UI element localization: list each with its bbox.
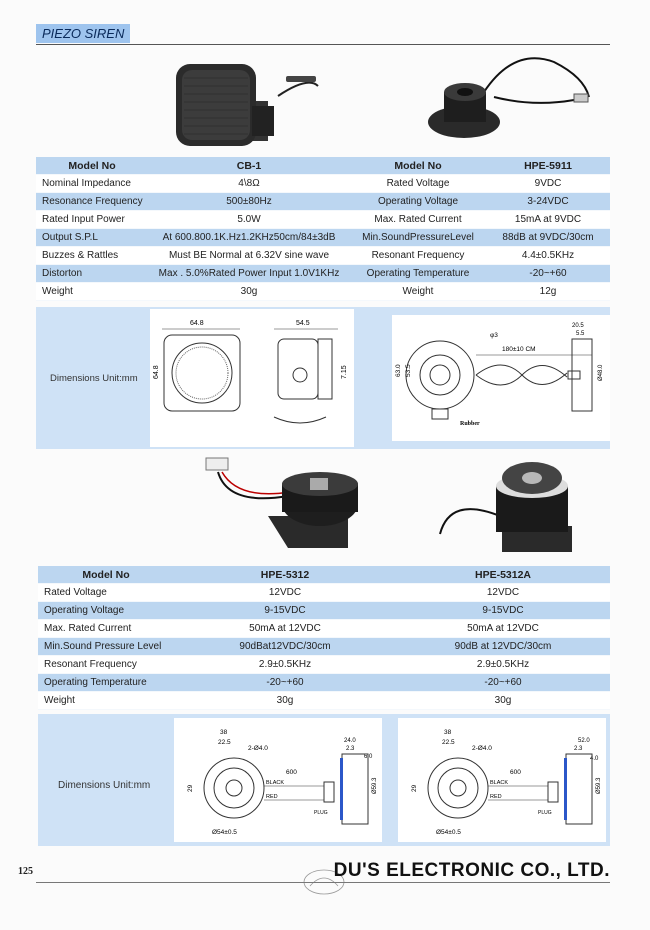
spec-table-top [36,157,610,301]
dim-5312-side-b: 2.3 [346,746,355,752]
row-value: 30g [148,283,350,301]
table-row [36,211,610,229]
table-row [36,283,610,301]
section-title: PIEZO SIREN [36,24,130,43]
dim-5312-side-dia: Ø59.3 [372,777,378,794]
dim-5312a-side-dia: Ø59.3 [596,777,602,794]
dim-5911-side-a: 20.5 [572,323,584,329]
dim-5312-black: BLACK [266,780,285,786]
hpe5312-photo [198,456,368,556]
table-row [38,692,610,710]
table-row [38,674,610,692]
hpe5911-photo [424,52,604,152]
hpe5312a-drawing [398,718,606,842]
row-label: Resonant Frequency [38,656,174,674]
row-value-b: 90dB at 12VDC/30cm [396,638,610,656]
row-value-a: 90dBat12VDC/30cm [174,638,396,656]
dim-5312-38: 38 [220,729,228,736]
dim-5911-wire: 180±10 CM [502,346,536,353]
row-value-b: -20~+60 [396,674,610,692]
dim-5911-side-b: 5.5 [576,331,585,337]
row-value-b: 12VDC [396,584,610,602]
page-number: 125 [18,866,33,877]
dimensions-label: Dimensions Unit:mm [58,780,151,791]
row-value: 5.0W [148,211,350,229]
spec-table-bottom [38,566,610,710]
row-value-a: 30g [174,692,396,710]
dimensions-panel-top [36,307,610,449]
row-label: Rated Voltage [350,175,486,193]
company-name: DU'S ELECTRONIC CO., LTD. [333,860,610,881]
row-value-a: 50mA at 12VDC [174,620,396,638]
row-label: Resonant Frequency [350,247,486,265]
row-value-b: 9-15VDC [396,602,610,620]
table-row [36,229,610,247]
dim-5312a-dia: Ø54±0.5 [436,829,461,836]
dim-5312a-red: RED [490,794,502,800]
dim-5911-rubber: Rubber [460,421,480,427]
row-label: Weight [350,283,486,301]
row-label: Rated Input Power [36,211,148,229]
row-label: Output S.P.L [36,229,148,247]
dim-5312-side-a: 24.0 [344,738,356,744]
dim-5312-22: 22.5 [218,739,231,746]
table-row [36,247,610,265]
row-value: 88dB at 9VDC/30cm [486,229,610,247]
row-value: 500±80Hz [148,193,350,211]
row-value: 4\8Ω [148,175,350,193]
dim-cb1-side: 7.15 [341,365,348,379]
row-value-b: 50mA at 12VDC [396,620,610,638]
col-model-right: Model No [350,157,486,175]
model-hpe5312: HPE-5312 [174,566,396,584]
row-label: Weight [36,283,148,301]
row-value: Must BE Normal at 6.32V sine wave [148,247,350,265]
cb1-photo [168,56,328,156]
table-row [36,175,610,193]
dim-cb1-depth: 54.5 [296,320,310,327]
row-label: Operating Voltage [350,193,486,211]
dim-5312-dia: Ø54±0.5 [212,829,237,836]
dim-5312-wire: 600 [286,769,297,776]
dim-5312a-wire: 600 [510,769,521,776]
dim-5911-side-dia: Ø48.0 [598,364,604,381]
dim-5312a-hole: 2-Ø4.0 [472,745,492,752]
dim-5312a-38: 38 [444,729,452,736]
row-label: Min.SoundPressureLevel [350,229,486,247]
table-row [38,602,610,620]
row-label: Operating Voltage [38,602,174,620]
model-cb1: CB-1 [148,157,350,175]
table-row [38,620,610,638]
table-header-row [38,566,610,584]
row-value: 9VDC [486,175,610,193]
row-value: 3-24VDC [486,193,610,211]
dimensions-label: Dimensions Unit:mm [50,373,138,384]
row-value-a: 9-15VDC [174,602,396,620]
dim-5911-dia: 63.0 [395,364,402,377]
table-row [38,584,610,602]
hpe5312-drawing [174,718,382,842]
row-label: Resonance Frequency [36,193,148,211]
hpe5312a-photo [430,456,580,556]
row-label: Max. Rated Current [38,620,174,638]
cb1-drawing [150,309,354,447]
dimensions-panel-bottom [38,714,610,846]
row-value-a: 12VDC [174,584,396,602]
dim-5312a-29: 29 [411,784,418,792]
dim-5312-hole: 2-Ø4.0 [248,745,268,752]
row-value: At 600.800.1K.Hz1.2KHz50cm/84±3dB [148,229,350,247]
col-model: Model No [38,566,174,584]
table-row [36,193,610,211]
dim-5312a-black: BLACK [490,780,509,786]
dim-5312a-plug: PLUG [538,810,552,816]
dim-5312-side-c: 6.0 [364,754,373,760]
dim-5911-hole: φ3 [490,332,498,339]
row-value: Max . 5.0%Rated Power Input 1.0V1KHz [148,265,350,283]
row-value: 4.4±0.5KHz [486,247,610,265]
row-value-b: 2.9±0.5KHz [396,656,610,674]
dim-cb1-width: 64.8 [190,320,204,327]
dim-cb1-height: 64.8 [153,365,160,379]
row-label: Rated Voltage [38,584,174,602]
dim-5312-red: RED [266,794,278,800]
row-label: Min.Sound Pressure Level [38,638,174,656]
page-header [36,24,610,45]
row-value-a: 2.9±0.5KHz [174,656,396,674]
dim-5312-29: 29 [187,784,194,792]
row-value: 15mA at 9VDC [486,211,610,229]
dim-5312-plug: PLUG [314,810,328,816]
row-label: Weight [38,692,174,710]
row-label: Distorton [36,265,148,283]
table-row [38,656,610,674]
dim-5312a-side-b: 2.3 [574,746,583,752]
model-hpe5911: HPE-5911 [486,157,610,175]
model-hpe5312a: HPE-5312A [396,566,610,584]
dim-5312a-side-c: 4.0 [590,756,599,762]
row-label: Buzzes & Rattles [36,247,148,265]
hpe5911-drawing [392,315,610,441]
row-value: -20~+60 [486,265,610,283]
footer-divider [36,882,610,883]
row-value-b: 30g [396,692,610,710]
row-value-a: -20~+60 [174,674,396,692]
dim-5312a-22: 22.5 [442,739,455,746]
table-row [36,265,610,283]
row-value: 12g [486,283,610,301]
row-label: Max. Rated Current [350,211,486,229]
col-model-left: Model No [36,157,148,175]
dim-5312a-side-a: 52.0 [578,738,590,744]
dim-5911-inner: 53.5 [405,364,412,377]
row-label: Operating Temperature [38,674,174,692]
row-label: Operating Temperature [350,265,486,283]
row-label: Nominal Impedance [36,175,148,193]
table-header-row [36,157,610,175]
table-row [38,638,610,656]
